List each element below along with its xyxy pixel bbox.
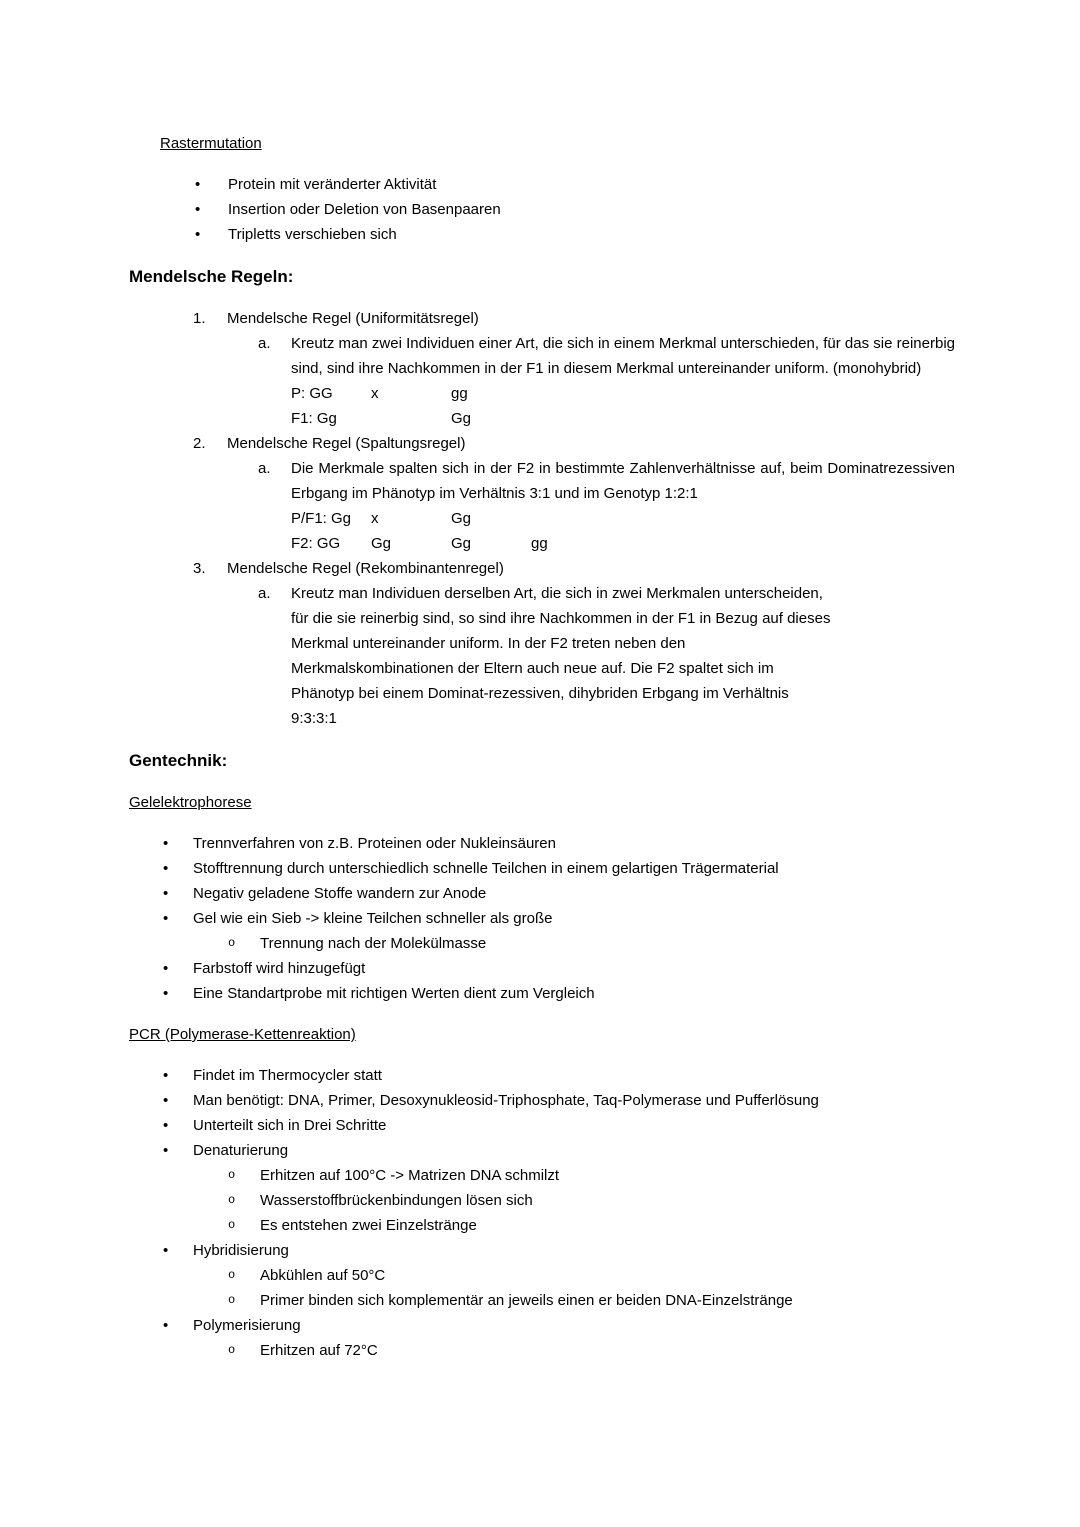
bullet-item	[129, 1313, 955, 1338]
bullet-icon: •	[163, 910, 169, 927]
bullet-icon: •	[163, 1142, 169, 1159]
bullet-text: Protein mit veränderter Aktivität	[228, 176, 437, 193]
sub-bullet-text: Trennung nach der Molekülmasse	[260, 935, 487, 952]
letter-label: a.	[258, 335, 271, 352]
bullet-icon: •	[163, 835, 169, 852]
circle-bullet-icon: o	[228, 1268, 236, 1282]
bullet-item	[129, 906, 955, 931]
mendel-numbered-list	[129, 306, 955, 731]
cross-scheme-line: P: GG x gg	[291, 385, 468, 402]
gelelektrophorese-list	[129, 831, 955, 1006]
heading-gelelektrophorese: Gelelektrophorese	[129, 794, 252, 811]
bullet-text: Negativ geladene Stoffe wandern zur Anode	[193, 885, 487, 902]
number-label: 3.	[193, 560, 206, 577]
number-label: 1.	[193, 310, 206, 327]
heading-mendelsche-regeln: Mendelsche Regeln:	[129, 267, 294, 286]
cross-scheme-line: P/F1: Gg x Gg	[291, 510, 472, 527]
circle-bullet-icon: o	[228, 1343, 236, 1357]
sub-bullet-item	[129, 1288, 955, 1313]
bullet-text: Trennverfahren von z.B. Proteinen oder Nukleinsäuren	[193, 835, 556, 852]
bullet-item	[129, 1063, 955, 1088]
letter-label: a.	[258, 585, 271, 602]
heading-rastermutation: Rastermutation	[160, 135, 262, 152]
bullet-text: Findet im Thermocycler statt	[193, 1067, 382, 1084]
letter-item	[129, 581, 955, 731]
bullet-item	[129, 222, 955, 247]
bullet-item	[129, 981, 955, 1006]
heading-gentechnik: Gentechnik:	[129, 751, 228, 770]
circle-bullet-icon: o	[228, 1193, 236, 1207]
sub-bullet-item	[129, 1338, 955, 1363]
numbered-item-title: Mendelsche Regel (Uniformitätsregel)	[227, 310, 479, 327]
numbered-item	[129, 556, 955, 581]
bullet-text: Eine Standartprobe mit richtigen Werten dient zum Vergleich	[193, 985, 595, 1002]
circle-bullet-icon: o	[228, 1293, 236, 1307]
numbered-item	[129, 431, 955, 456]
bullet-icon: •	[163, 1317, 169, 1334]
rastermutation-list	[129, 172, 955, 247]
bullet-text: Polymerisierung	[193, 1317, 301, 1334]
sub-bullet-item	[129, 931, 955, 956]
bullet-icon: •	[163, 1092, 169, 1109]
paragraph-line: für die sie reinerbig sind, so sind ihre Nachkommen in der F1 in Bezug auf dieses	[291, 610, 831, 627]
sub-bullet-text: Es entstehen zwei Einzelstränge	[260, 1217, 477, 1234]
bullet-icon: •	[163, 1242, 169, 1259]
letter-item-body	[291, 331, 955, 431]
bullet-text: Denaturierung	[193, 1142, 289, 1159]
sub-bullet-text: Erhitzen auf 100°C -> Matrizen DNA schmilzt	[260, 1167, 560, 1184]
sub-bullet-text: Erhitzen auf 72°C	[260, 1342, 378, 1359]
cross-scheme-line: F2: GG Gg Gg gg	[291, 535, 548, 552]
bullet-icon: •	[195, 226, 201, 243]
bullet-text: Hybridisierung	[193, 1242, 289, 1259]
bullet-item	[129, 197, 955, 222]
letter-item	[129, 456, 955, 556]
paragraph: Die Merkmale spalten sich in der F2 in bestimmte Zahlenverhältnisse auf, beim Dominatrezessiven Erbgang im Phänotyp im Verhältnis 3:1 und im Genotyp 1:2:1	[291, 460, 955, 502]
bullet-text: Stofftrennung durch unterschiedlich schnelle Teilchen in einem gelartigen Trägermaterial	[193, 860, 779, 877]
bullet-item	[129, 1113, 955, 1138]
bullet-icon: •	[163, 960, 169, 977]
letter-item-body	[291, 456, 955, 556]
circle-bullet-icon: o	[228, 1218, 236, 1232]
circle-bullet-icon: o	[228, 1168, 236, 1182]
paragraph-line: Phänotyp bei einem Dominat-rezessiven, dihybriden Erbgang im Verhältnis	[291, 685, 789, 702]
sub-bullet-item	[129, 1213, 955, 1238]
letter-label: a.	[258, 460, 271, 477]
pcr-list	[129, 1063, 955, 1363]
bullet-text: Gel wie ein Sieb -> kleine Teilchen schneller als große	[193, 910, 553, 927]
bullet-item	[129, 1138, 955, 1163]
sub-bullet-item	[129, 1263, 955, 1288]
paragraph: Kreutz man zwei Individuen einer Art, die sich in einem Merkmal unterschieden, für das sie reinerbig sind, sind ihre Nachkommen in der F1 in diesem Merkmal untereinander uniform. (monohybrid)	[291, 335, 955, 377]
bullet-icon: •	[163, 1117, 169, 1134]
bullet-icon: •	[163, 860, 169, 877]
heading-pcr: PCR (Polymerase-Kettenreaktion)	[129, 1026, 356, 1043]
sub-bullet-text: Primer binden sich komplementär an jeweils einen er beiden DNA-Einzelstränge	[260, 1292, 793, 1309]
paragraph-line: 9:3:3:1	[291, 710, 337, 727]
bullet-item	[129, 1088, 955, 1113]
bullet-text: Man benötigt: DNA, Primer, Desoxynukleosid-Triphosphate, Taq-Polymerase und Pufferlösung	[193, 1092, 819, 1109]
paragraph-line: Merkmal untereinander uniform. In der F2 treten neben den	[291, 635, 686, 652]
sub-bullet-item	[129, 1163, 955, 1188]
cross-scheme-line: F1: Gg Gg	[291, 410, 472, 427]
number-label: 2.	[193, 435, 206, 452]
bullet-icon: •	[163, 1067, 169, 1084]
bullet-text: Insertion oder Deletion von Basenpaaren	[228, 201, 501, 218]
bullet-item	[129, 856, 955, 881]
bullet-item	[129, 881, 955, 906]
sub-bullet-text: Abkühlen auf 50°C	[260, 1267, 386, 1284]
circle-bullet-icon: o	[228, 936, 236, 950]
sub-bullet-text: Wasserstoffbrückenbindungen lösen sich	[260, 1192, 533, 1209]
numbered-item-title: Mendelsche Regel (Spaltungsregel)	[227, 435, 466, 452]
bullet-text: Tripletts verschieben sich	[228, 226, 397, 243]
bullet-icon: •	[195, 176, 201, 193]
numbered-item-title: Mendelsche Regel (Rekombinantenregel)	[227, 560, 504, 577]
bullet-icon: •	[163, 985, 169, 1002]
bullet-text: Unterteilt sich in Drei Schritte	[193, 1117, 387, 1134]
letter-item	[129, 331, 955, 431]
bullet-text: Farbstoff wird hinzugefügt	[193, 960, 366, 977]
bullet-icon: •	[195, 201, 201, 218]
bullet-item	[129, 956, 955, 981]
numbered-item	[129, 306, 955, 331]
bullet-icon: •	[163, 885, 169, 902]
letter-item-body	[291, 581, 955, 731]
bullet-item	[129, 831, 955, 856]
bullet-item	[129, 1238, 955, 1263]
bullet-item	[129, 172, 955, 197]
paragraph-line: Merkmalskombinationen der Eltern auch neue auf. Die F2 spaltet sich im	[291, 660, 774, 677]
sub-bullet-item	[129, 1188, 955, 1213]
paragraph-line: Kreutz man Individuen derselben Art, die sich in zwei Merkmalen unterscheiden,	[291, 585, 823, 602]
